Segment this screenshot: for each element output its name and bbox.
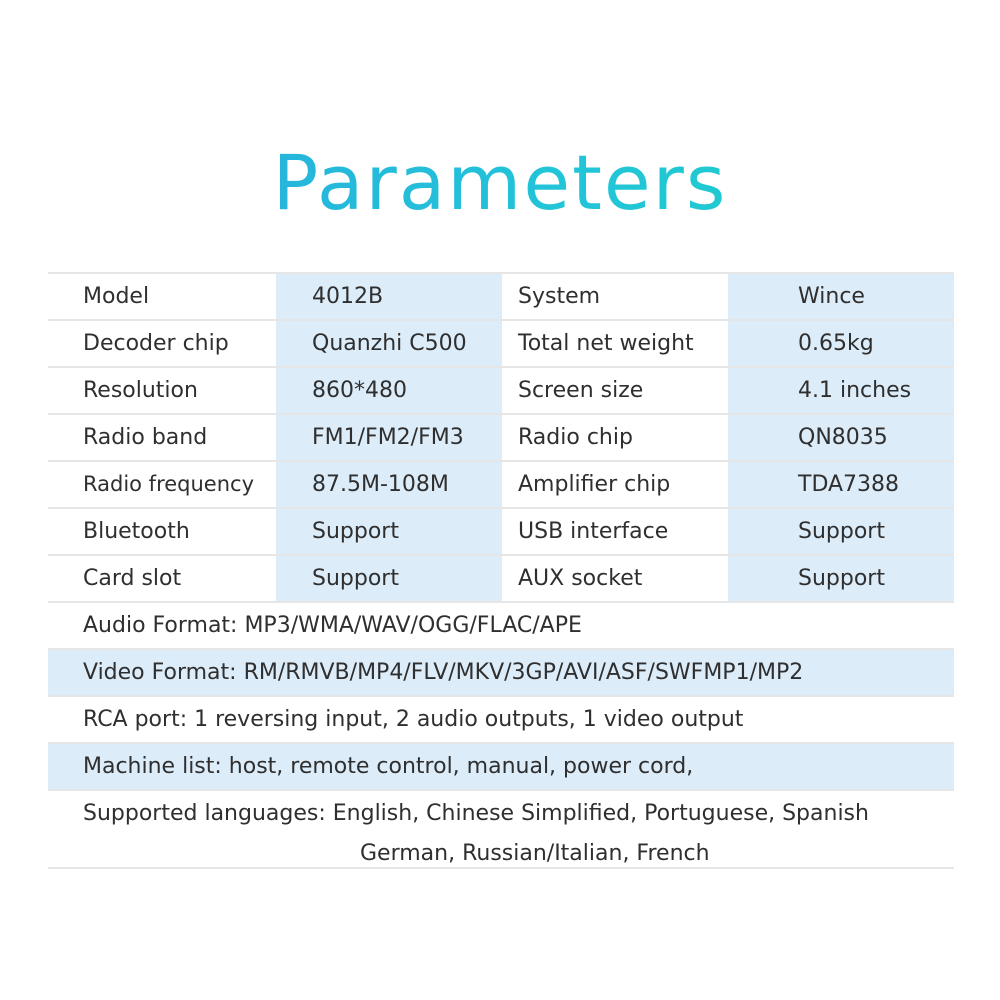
param-label: Decoder chip xyxy=(48,321,276,366)
param-label: Total net weight xyxy=(502,321,728,366)
table-row xyxy=(48,554,954,601)
param-label: Radio frequency xyxy=(48,462,276,507)
param-value: Support xyxy=(276,509,502,554)
param-label: Resolution xyxy=(48,368,276,413)
audio-format-row: Audio Format: MP3/WMA/WAV/OGG/FLAC/APE xyxy=(48,603,954,648)
table-row xyxy=(48,366,954,413)
param-value: 4012B xyxy=(276,274,502,319)
param-value: 87.5M-108M xyxy=(276,462,502,507)
video-format-row: Video Format: RM/RMVB/MP4/FLV/MKV/3GP/AVI/ASF/SWFMP1/MP2 xyxy=(48,650,954,695)
param-label: Bluetooth xyxy=(48,509,276,554)
param-value: Wince xyxy=(728,274,954,319)
param-label: Radio band xyxy=(48,415,276,460)
supported-languages-line-2: German, Russian/Italian, French xyxy=(360,841,710,866)
table-row xyxy=(48,319,954,366)
rca-port-row: RCA port: 1 reversing input, 2 audio outputs, 1 video output xyxy=(48,697,954,742)
param-label: Screen size xyxy=(502,368,728,413)
param-label: USB interface xyxy=(502,509,728,554)
page-title: Parameters xyxy=(0,138,1000,228)
param-value: TDA7388 xyxy=(728,462,954,507)
param-value: 4.1 inches xyxy=(728,368,954,413)
table-row xyxy=(48,272,954,319)
param-value: FM1/FM2/FM3 xyxy=(276,415,502,460)
param-value: Support xyxy=(276,556,502,601)
parameters-table xyxy=(48,272,954,869)
table-row xyxy=(48,648,954,695)
param-value: Support xyxy=(728,509,954,554)
supported-languages-line-1: Supported languages: English, Chinese Simplified, Portuguese, Spanish xyxy=(83,801,869,826)
param-value: 0.65kg xyxy=(728,321,954,366)
table-row xyxy=(48,413,954,460)
param-label: Amplifier chip xyxy=(502,462,728,507)
table-row xyxy=(48,742,954,789)
supported-languages-row xyxy=(48,791,954,869)
param-value: 860*480 xyxy=(276,368,502,413)
param-value: QN8035 xyxy=(728,415,954,460)
param-value: Support xyxy=(728,556,954,601)
machine-list-row: Machine list: host, remote control, manual, power cord, xyxy=(48,744,954,789)
table-row xyxy=(48,460,954,507)
table-row xyxy=(48,601,954,648)
param-label: AUX socket xyxy=(502,556,728,601)
param-label: System xyxy=(502,274,728,319)
param-label: Card slot xyxy=(48,556,276,601)
table-row xyxy=(48,789,954,869)
table-row xyxy=(48,507,954,554)
param-value: Quanzhi C500 xyxy=(276,321,502,366)
param-label: Model xyxy=(48,274,276,319)
table-row xyxy=(48,695,954,742)
param-label: Radio chip xyxy=(502,415,728,460)
